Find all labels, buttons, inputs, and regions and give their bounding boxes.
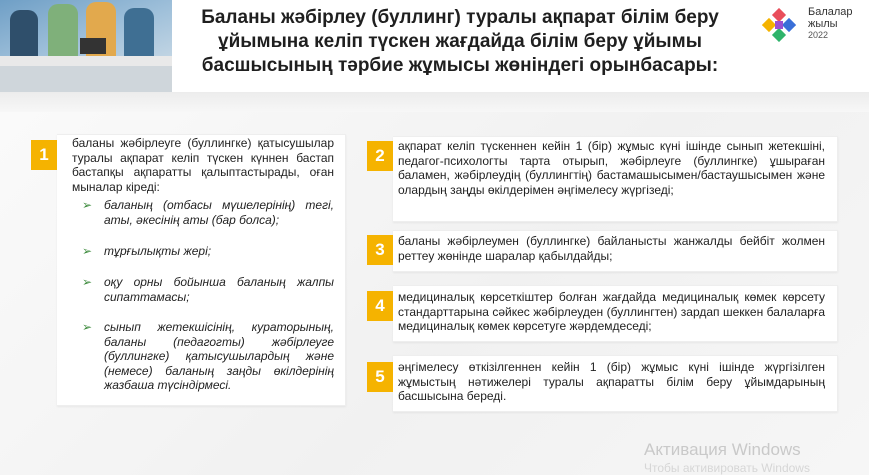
- header-divider: [0, 92, 869, 112]
- arrow-bullet-icon: ➢: [82, 244, 93, 258]
- item-number-5: 5: [367, 362, 393, 392]
- team-photo: [0, 0, 172, 92]
- item-number-1: 1: [31, 140, 57, 170]
- logo-year: 2022: [808, 30, 829, 40]
- arrow-bullet-icon: ➢: [82, 198, 93, 212]
- title-line: басшысының тәрбие жұмысы жөніндегі орынбасары:: [201, 55, 719, 76]
- item-number-3: 3: [367, 235, 393, 265]
- subitem-1: баланың (отбасы мүшелерінің) тегі, аты, әкесінің аты (бар болса);: [104, 198, 334, 227]
- subitem-4: сынып жетекшісінің, кураторының, баланы (педагогты) жәбірлеуге (буллингке) қатысушылардың және (немесе) баланың заңды өкілдерінің жазбаша түсіндірмесі.: [104, 320, 334, 392]
- flower-logo-icon: [762, 8, 796, 42]
- title-line: ұйымына келіп түскен жағдайда білім беру ұйымы: [218, 31, 702, 52]
- laptop-icon: [80, 38, 106, 54]
- item-number-2: 2: [367, 141, 393, 171]
- item-text-4: медициналық көрсеткіштер болған жағдайда медициналық көмек көрсету стандарттарына сәйкес жәбірлеуден (буллингтен) зардап шеккен балаларға медициналық көмек көрсетуге жәрдемдеседі;: [398, 290, 825, 333]
- arrow-bullet-icon: ➢: [82, 275, 93, 289]
- slide-header: [0, 0, 869, 92]
- title-line: Баланы жәбірлеу (буллинг) туралы ақпарат білім беру: [201, 7, 719, 28]
- item-text-3: баланы жәбірлеумен (буллингке) байланысты жанжалды бейбіт жолмен реттеу жөнінде шаралар қабылдайды;: [398, 234, 825, 263]
- windows-activation-watermark: Активация Windows: [644, 440, 801, 459]
- windows-activation-hint: Чтобы активировать Windows: [644, 461, 810, 475]
- logo-line2: жылы: [808, 18, 838, 30]
- item-number-4: 4: [367, 291, 393, 321]
- logo-line1: Балалар: [808, 6, 853, 18]
- item-text-1: баланы жәбірлеуге (буллингке) қатысушылар туралы ақпарат келіп түскен күннен бастап бастапқы ақпаратты қалыптастырады, оған мыналар кіреді:: [72, 136, 334, 194]
- arrow-bullet-icon: ➢: [82, 320, 93, 334]
- item-text-5: әңгімелесу өткізілгеннен кейін 1 (бір) жұмыс күні ішінде жүргізілген жұмыстың нәтижелері туралы ақпаратты білім беру ұйымдарының басшысына береді.: [398, 360, 825, 403]
- slide-title: [190, 6, 730, 78]
- subitem-3: оқу орны бойынша баланың жалпы сипаттамасы;: [104, 275, 334, 304]
- item-text-2: ақпарат келіп түскеннен кейін 1 (бір) жұмыс күні ішінде сынып жетекшіні, педагог-психологты тарта отырып, жәбірлеуге (буллингке) ұшыраған баламен, жәбірлеудің (буллингтің) бастамашысымен/бастаушысымен және олардың заңды өкілдерімен әңгімелесу жүргізеді;: [398, 139, 825, 197]
- subitem-2: тұрғылықты жері;: [104, 244, 212, 258]
- balalar-zhyly-logo: [762, 2, 862, 42]
